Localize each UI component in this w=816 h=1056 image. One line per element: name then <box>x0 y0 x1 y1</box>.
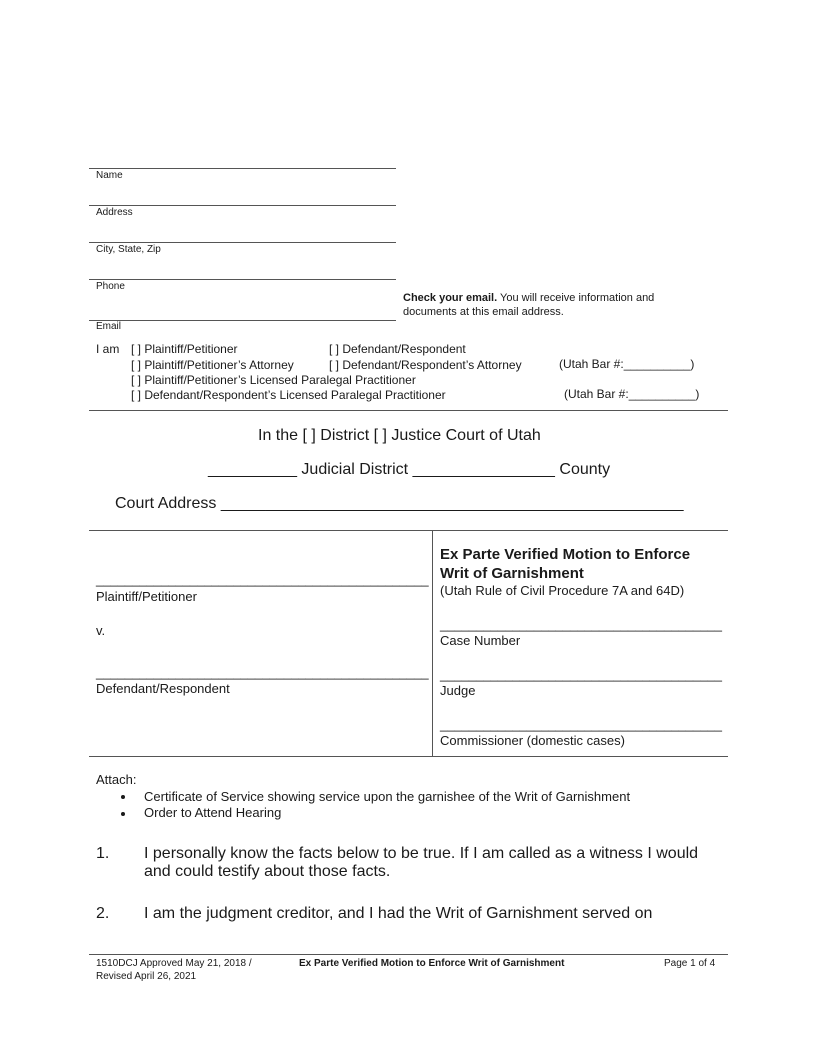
commissioner-label: Commissioner (domestic cases) <box>440 733 625 748</box>
role-option-defendant[interactable]: [ ] Defendant/Respondent <box>329 342 466 356</box>
case-number-label: Case Number <box>440 633 521 648</box>
page-number: Page 1 of 4 <box>664 958 716 969</box>
utah-bar-number-2[interactable]: (Utah Bar #:__________) <box>564 387 700 401</box>
role-option-plaintiff-lpp[interactable]: [ ] Plaintiff/Petitioner’s Licensed Paralegal Practitioner <box>131 373 416 387</box>
attach-label: Attach: <box>96 772 137 787</box>
email-notice-line1 <box>403 292 654 304</box>
email-notice-line2: documents at this email address. <box>403 306 564 318</box>
court-address-line[interactable]: Court Address ____________________________________________________ <box>115 495 684 512</box>
footer-rule <box>89 954 728 955</box>
court-type-line[interactable]: In the [ ] District [ ] Justice Court of Utah <box>258 427 541 444</box>
attach-item: Order to Attend Hearing <box>144 805 282 820</box>
utah-bar-number-1[interactable]: (Utah Bar #:__________) <box>559 357 695 371</box>
phone-line[interactable] <box>89 279 396 280</box>
address-line[interactable] <box>89 205 396 206</box>
versus-label: v. <box>96 623 106 638</box>
plaintiff-blank[interactable]: ______________________________________________ <box>96 572 429 587</box>
role-prefix: I am <box>96 342 120 356</box>
caption-bottom-border <box>89 756 728 757</box>
caption-divider <box>432 530 433 756</box>
role-option-plaintiff-attorney[interactable]: [ ] Plaintiff/Petitioner’s Attorney <box>131 358 294 372</box>
paragraph-text: I am the judgment creditor, and I had the Writ of Garnishment served on <box>144 905 653 922</box>
email-line[interactable] <box>89 320 396 321</box>
paragraph-number: 1. <box>96 845 110 862</box>
email-notice-bold: Check your email. <box>403 292 498 304</box>
caption-top-border <box>89 530 728 531</box>
case-number-blank[interactable]: _______________________________________ <box>440 617 722 632</box>
bullet-icon <box>121 812 125 816</box>
city-state-zip-label: City, State, Zip <box>96 244 161 255</box>
phone-label: Phone <box>96 281 125 292</box>
email-label: Email <box>96 321 122 332</box>
name-line[interactable] <box>89 168 396 169</box>
email-notice-text: You will receive information and <box>497 292 655 304</box>
commissioner-blank[interactable]: _______________________________________ <box>440 717 722 732</box>
address-label: Address <box>96 207 133 218</box>
defendant-label: Defendant/Respondent <box>96 681 230 696</box>
plaintiff-label: Plaintiff/Petitioner <box>96 589 197 604</box>
name-label: Name <box>96 170 123 181</box>
role-option-defendant-attorney[interactable]: [ ] Defendant/Respondent’s Attorney <box>329 358 522 372</box>
paragraph-number: 2. <box>96 905 110 922</box>
judge-blank[interactable]: _______________________________________ <box>440 667 722 682</box>
document-title-line2: Writ of Garnishment <box>440 565 584 582</box>
rule-citation: (Utah Rule of Civil Procedure 7A and 64D) <box>440 583 685 598</box>
paragraph-text: and could testify about those facts. <box>144 863 391 880</box>
judicial-district-line[interactable]: __________ Judicial District ________________ County <box>208 461 611 478</box>
role-option-defendant-lpp[interactable]: [ ] Defendant/Respondent’s Licensed Paralegal Practitioner <box>131 388 446 402</box>
attach-item: Certificate of Service showing service upon the garnishee of the Writ of Garnishment <box>144 789 631 804</box>
defendant-blank[interactable]: ______________________________________________ <box>96 665 429 680</box>
revised-date: Revised April 26, 2021 <box>96 971 197 982</box>
judge-label: Judge <box>440 683 476 698</box>
city-state-zip-line[interactable] <box>89 242 396 243</box>
divider-top <box>89 410 728 411</box>
footer-title: Ex Parte Verified Motion to Enforce Writ of Garnishment <box>299 958 565 969</box>
paragraph-text: I personally know the facts below to be true. If I am called as a witness I would <box>144 845 699 862</box>
bullet-icon <box>121 795 125 799</box>
document-title-line1: Ex Parte Verified Motion to Enforce <box>440 546 691 563</box>
role-option-plaintiff[interactable]: [ ] Plaintiff/Petitioner <box>131 342 238 356</box>
form-id: 1510DCJ Approved May 21, 2018 / <box>96 958 252 969</box>
